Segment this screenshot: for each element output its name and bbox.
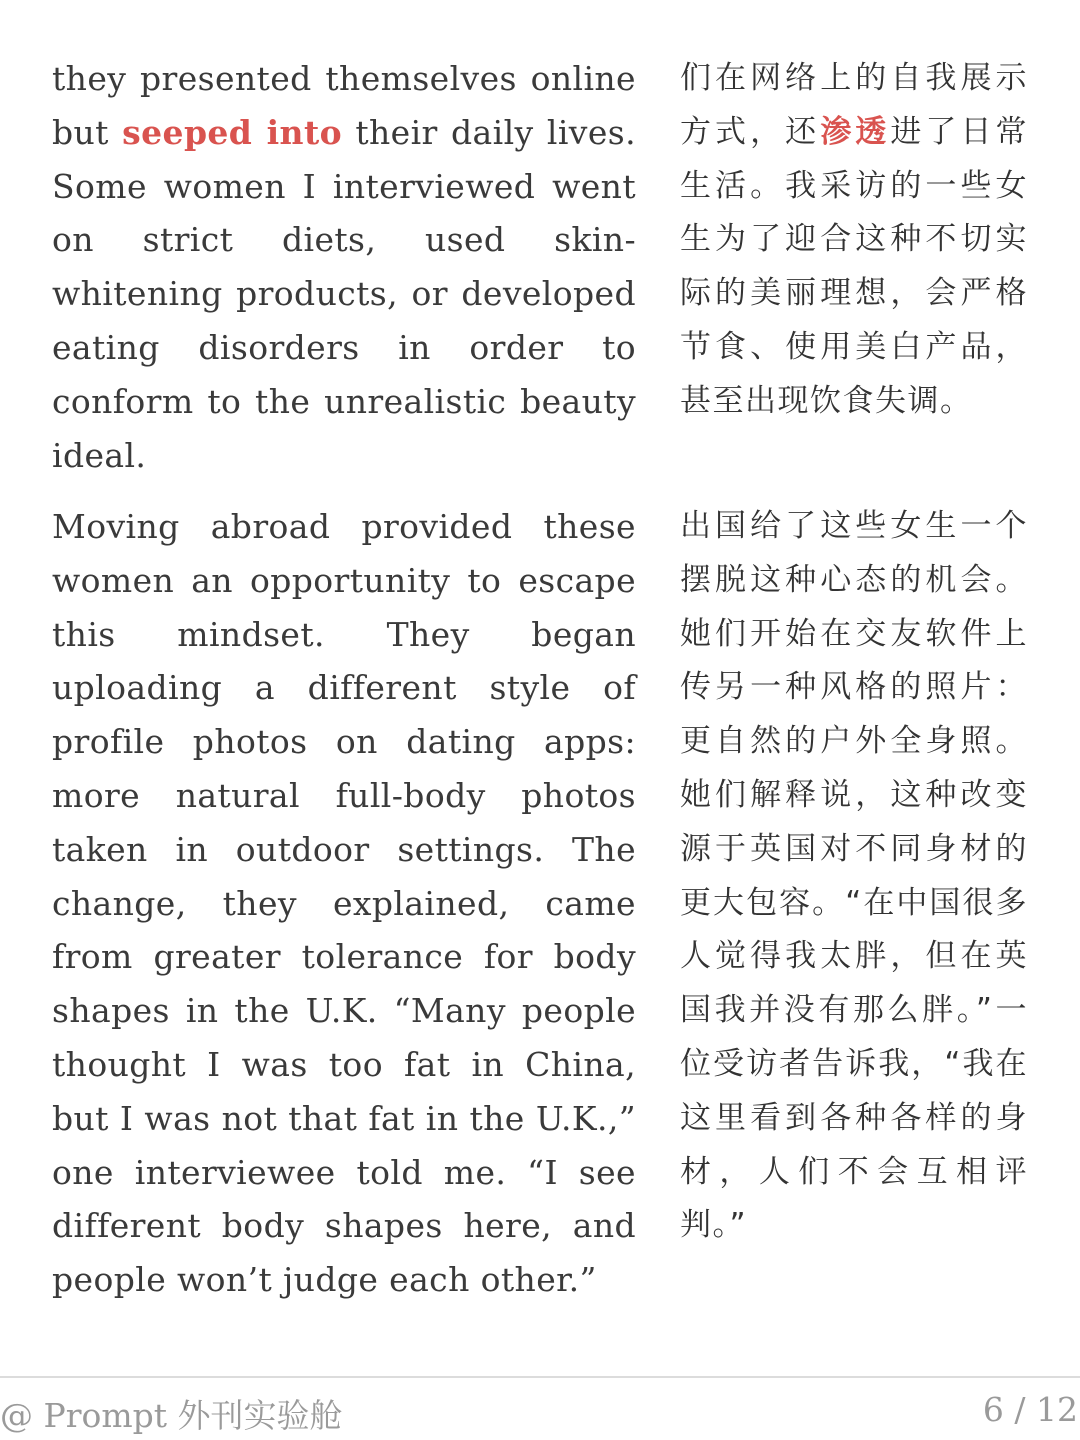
zh-highlight-term: 渗透 xyxy=(820,113,891,150)
page-footer xyxy=(0,1376,1080,1440)
zh-text-after: 进了日常生活。我采访的一些女生为了迎合这种不切实际的美丽理想，会严格节食、使用美白产品，甚至出现饮食失调。 xyxy=(680,113,1029,419)
page-number: 6 / 12 xyxy=(982,1390,1078,1429)
en-highlight-term: seeped into xyxy=(122,112,342,152)
zh-text-before: 们在网络上的自我展示方式，还 xyxy=(680,60,1028,150)
footer-source-label: @ Prompt 外刊实验舱 xyxy=(0,1396,343,1435)
en-text-before: they presented themselves online but xyxy=(52,59,636,152)
english-paragraph-2: Moving abroad provided these women an opportunity to escape this mindset. They began uploading a different style of profile photos on dating apps: more natural full-body photos taken in outdoor settings. The change, they explained, came from greater tolerance for body shapes in the U.K. “Many people thought I was too fat in China, but I was not that fat in the U.K.,” one interviewee told me. “I see different body shapes here, and people won’t judge each other.” xyxy=(52,507,636,1300)
english-paragraph-1 xyxy=(52,52,636,482)
en-text-after: their daily lives. Some women I interviewed went on strict diets, used skin-whitening products, or developed eating disorders in order to conform to the unrealistic beauty ideal. xyxy=(52,112,637,475)
chinese-paragraph-2: 出国给了这些女生一个摆脱这种心态的机会。她们开始在交友软件上传另一种风格的照片：更自然的户外全身照。她们解释说，这种改变源于英国对不同身材的更大包容。“在中国很多人觉得我太胖，但在英国我并没有那么胖。”一位受访者告诉我，“我在这里看到各种各样的身材，人们不会互相评判。” xyxy=(680,508,1028,1244)
chinese-paragraph-1 xyxy=(680,52,1028,429)
